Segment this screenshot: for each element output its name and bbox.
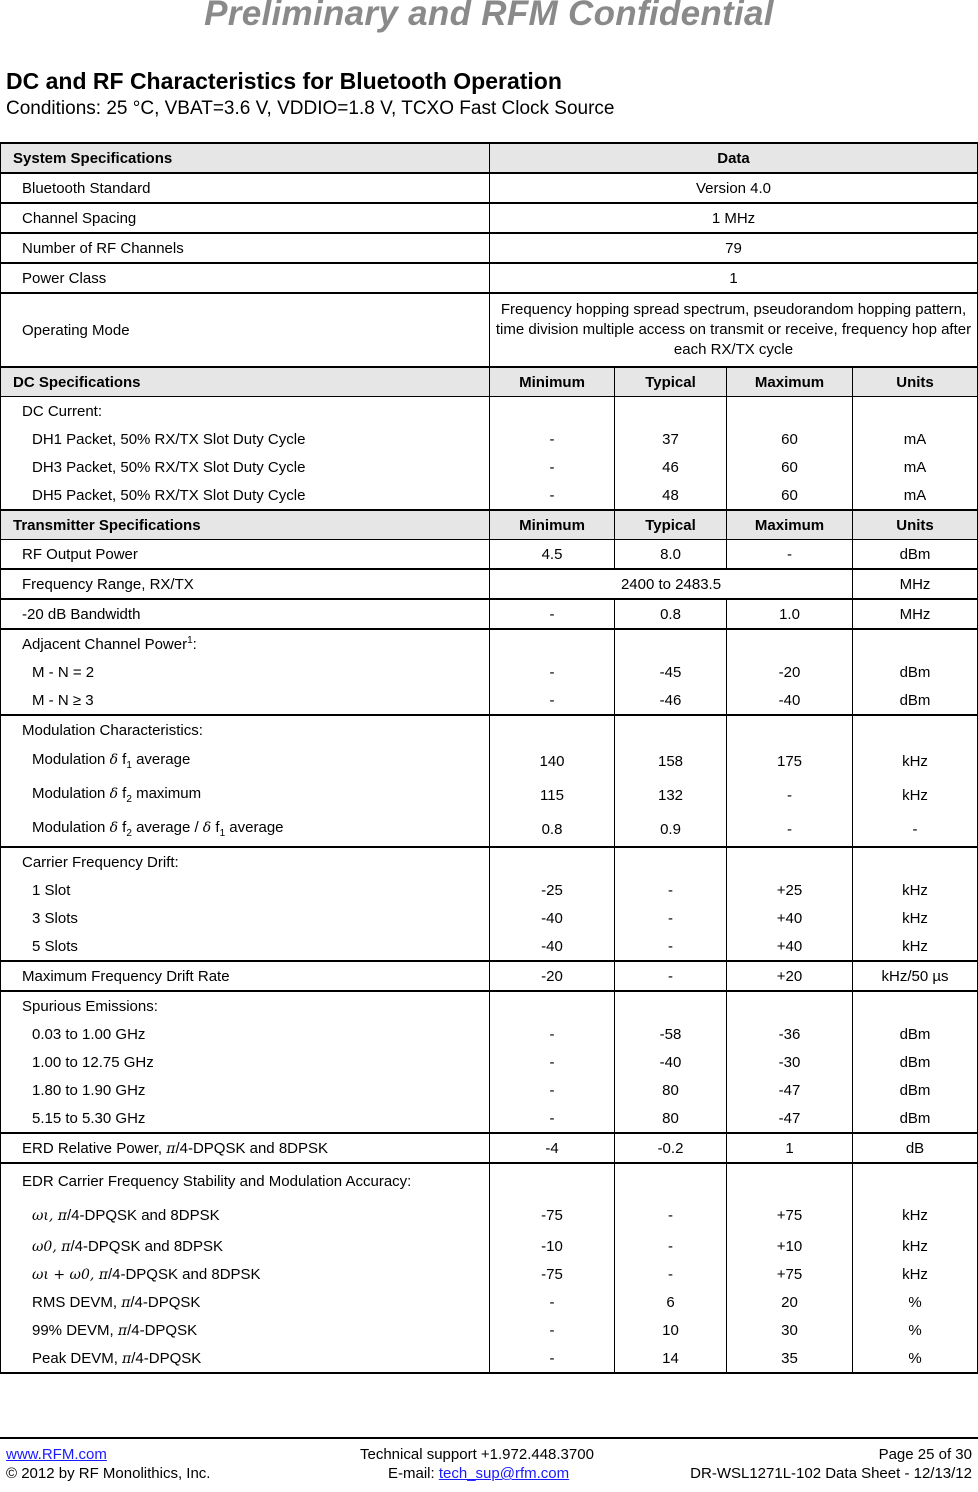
min-cell: -75	[490, 1260, 615, 1288]
unit-cell: dBm	[853, 1048, 978, 1076]
typ-cell: 0.8	[615, 599, 727, 629]
typ-cell: -0.2	[615, 1133, 727, 1163]
value-cell: 1 MHz	[490, 203, 978, 233]
max-cell: +40	[727, 932, 853, 961]
label-text: ERD Relative Power,	[22, 1139, 167, 1157]
typ-cell: -	[615, 1232, 727, 1260]
param-cell: Power Class	[1, 263, 490, 293]
label-text: /4-DPQSK and 8DPSK	[175, 1139, 329, 1157]
max-cell: 175	[727, 744, 853, 778]
header-cell: Transmitter Specifications	[1, 510, 490, 540]
label-text: /4-DPQSK	[130, 1293, 201, 1311]
min-cell: -	[490, 599, 615, 629]
typ-cell: -40	[615, 1048, 727, 1076]
typ-cell: 132	[615, 778, 727, 812]
typ-cell: -45	[615, 658, 727, 686]
param-cell: 0.03 to 1.00 GHz	[1, 1020, 490, 1048]
value-cell: 79	[490, 233, 978, 263]
header-cell: System Specifications	[1, 143, 490, 173]
unit-cell: kHz	[853, 778, 978, 812]
omega-symbol: ω0, π	[32, 1238, 71, 1255]
omega-symbol: ωι, π	[32, 1207, 68, 1224]
max-cell: 1	[727, 1133, 853, 1163]
typ-cell: 8.0	[615, 540, 727, 570]
dc-spec-header	[1, 367, 978, 397]
table-row	[1, 397, 978, 426]
value-cell: 1	[490, 263, 978, 293]
subscript: 1	[219, 828, 226, 839]
label-text: Peak DEVM,	[32, 1349, 123, 1367]
min-cell: 0.8	[490, 812, 615, 847]
param-cell	[1, 1198, 490, 1232]
typ-cell: 6	[615, 1288, 727, 1316]
param-cell	[1, 778, 490, 812]
param-cell: 1 Slot	[1, 876, 490, 904]
table-row	[1, 1133, 978, 1163]
pi-symbol: π	[122, 1350, 132, 1367]
param-cell: 1.00 to 12.75 GHz	[1, 1048, 490, 1076]
table-row	[1, 629, 978, 658]
param-cell: Channel Spacing	[1, 203, 490, 233]
typ-cell: 14	[615, 1344, 727, 1373]
unit-cell: -	[853, 812, 978, 847]
param-cell: 1.80 to 1.90 GHz	[1, 1076, 490, 1104]
typ-cell: 10	[615, 1316, 727, 1344]
param-cell	[1, 812, 490, 847]
max-cell: -36	[727, 1020, 853, 1048]
typ-cell: -58	[615, 1020, 727, 1048]
min-cell: -	[490, 425, 615, 453]
unit-cell: kHz	[853, 1198, 978, 1232]
label-text: f	[118, 819, 127, 836]
param-cell	[1, 1288, 490, 1316]
table-row	[1, 173, 978, 203]
table-row	[1, 991, 978, 1020]
delta-symbol: δ	[202, 820, 212, 836]
unit-cell: %	[853, 1316, 978, 1344]
max-cell: 60	[727, 453, 853, 481]
header-cell: Units	[853, 510, 978, 540]
table-row	[1, 847, 978, 876]
delta-symbol: δ	[109, 752, 118, 768]
param-cell: Number of RF Channels	[1, 233, 490, 263]
unit-cell: mA	[853, 481, 978, 510]
typ-cell: -	[615, 932, 727, 961]
header-cell: Maximum	[727, 367, 853, 397]
header-cell: Minimum	[490, 367, 615, 397]
table-row	[1, 1020, 978, 1048]
param-cell: Operating Mode	[1, 293, 490, 367]
header-cell: DC Specifications	[1, 367, 490, 397]
header-cell: Data	[490, 143, 978, 173]
table-row	[1, 1104, 978, 1133]
param-cell: Maximum Frequency Drift Rate	[1, 961, 490, 991]
min-cell: -	[490, 658, 615, 686]
max-cell: -	[727, 778, 853, 812]
max-cell: -30	[727, 1048, 853, 1076]
max-cell: +75	[727, 1198, 853, 1232]
footer-doc-id: DR-WSL1271L-102 Data Sheet - 12/13/12	[690, 1465, 972, 1482]
table-row	[1, 715, 978, 744]
typ-cell: 48	[615, 481, 727, 510]
header-cell: Maximum	[727, 510, 853, 540]
group-label	[1, 629, 490, 658]
min-cell: -	[490, 1048, 615, 1076]
subscript: 2	[126, 828, 132, 839]
section-title: DC and RF Characteristics for Bluetooth Operation	[6, 68, 562, 94]
table-row	[1, 233, 978, 263]
typ-cell: 80	[615, 1104, 727, 1133]
param-cell: Bluetooth Standard	[1, 173, 490, 203]
subscript: 1	[126, 760, 132, 771]
group-label: Carrier Frequency Drift:	[1, 847, 490, 876]
unit-cell: kHz	[853, 876, 978, 904]
min-cell: -	[490, 453, 615, 481]
table-row	[1, 778, 978, 812]
max-cell: -40	[727, 686, 853, 715]
unit-cell: dBm	[853, 1076, 978, 1104]
table-row	[1, 1048, 978, 1076]
label-text: average	[131, 751, 191, 768]
header-cell: Typical	[615, 367, 727, 397]
param-cell	[1, 1260, 490, 1288]
system-spec-header	[1, 143, 978, 173]
table-row	[1, 481, 978, 510]
table-row	[1, 1344, 978, 1373]
min-cell: -	[490, 686, 615, 715]
min-cell: -	[490, 1344, 615, 1373]
max-cell: 30	[727, 1316, 853, 1344]
email-prefix: E-mail:	[388, 1465, 439, 1482]
table-row	[1, 744, 978, 778]
min-cell: 140	[490, 744, 615, 778]
footer-page-number: Page 25 of 30	[878, 1446, 972, 1463]
unit-cell: dBm	[853, 1104, 978, 1133]
table-row	[1, 293, 978, 367]
test-conditions: Conditions: 25 °C, VBAT=3.6 V, VDDIO=1.8 V, TCXO Fast Clock Source	[6, 98, 615, 119]
footer-support: Technical support +1.972.448.3700	[360, 1446, 594, 1463]
typ-cell: -	[615, 1198, 727, 1232]
table-row	[1, 1316, 978, 1344]
param-cell	[1, 744, 490, 778]
spec-table	[0, 142, 978, 1374]
table-row	[1, 1260, 978, 1288]
unit-cell: dBm	[853, 686, 978, 715]
max-cell: +75	[727, 1260, 853, 1288]
acp-label: Adjacent Channel Power	[22, 636, 188, 653]
min-cell: -	[490, 1104, 615, 1133]
pi-symbol: π	[121, 1294, 131, 1311]
table-row	[1, 904, 978, 932]
table-row	[1, 812, 978, 847]
value-cell: Frequency hopping spread spectrum, pseudorandom hopping pattern, time division multiple access on transmit or receive, frequency hop after each RX/TX cycle	[490, 293, 978, 367]
max-cell: -	[727, 812, 853, 847]
footer-copyright: © 2012 by RF Monolithics, Inc.	[6, 1465, 211, 1482]
pi-symbol: π	[166, 1140, 176, 1157]
tx-spec-header	[1, 510, 978, 540]
table-row	[1, 569, 978, 599]
label-text: /4-DPQSK and 8DPSK	[70, 1237, 224, 1255]
min-cell: -	[490, 1288, 615, 1316]
max-cell: 60	[727, 425, 853, 453]
min-cell: -4	[490, 1133, 615, 1163]
unit-cell: MHz	[853, 569, 978, 599]
group-label: Spurious Emissions:	[1, 991, 490, 1020]
label-text: /4-DPQSK	[131, 1349, 202, 1367]
param-cell: M - N = 2	[1, 658, 490, 686]
max-cell: +25	[727, 876, 853, 904]
header-cell: Units	[853, 367, 978, 397]
min-cell: -20	[490, 961, 615, 991]
unit-cell: mA	[853, 425, 978, 453]
label-text: f	[211, 819, 220, 836]
table-row	[1, 599, 978, 629]
table-row	[1, 961, 978, 991]
unit-cell: dBm	[853, 1020, 978, 1048]
param-cell: DH1 Packet, 50% RX/TX Slot Duty Cycle	[1, 425, 490, 453]
param-cell: DH5 Packet, 50% RX/TX Slot Duty Cycle	[1, 481, 490, 510]
header-cell: Minimum	[490, 510, 615, 540]
label-text: average	[225, 819, 284, 836]
min-cell: -	[490, 1020, 615, 1048]
max-cell: 1.0	[727, 599, 853, 629]
unit-cell: kHz	[853, 904, 978, 932]
param-cell: 5.15 to 5.30 GHz	[1, 1104, 490, 1133]
label-text: /4-DPQSK and 8DPSK	[107, 1265, 261, 1283]
delta-symbol: δ	[109, 820, 118, 836]
min-cell: -40	[490, 932, 615, 961]
min-cell: 115	[490, 778, 615, 812]
table-row	[1, 876, 978, 904]
max-cell: -47	[727, 1076, 853, 1104]
unit-cell: dB	[853, 1133, 978, 1163]
max-cell: +40	[727, 904, 853, 932]
label-text: f	[118, 785, 127, 802]
label-text: /4-DPQSK	[127, 1321, 198, 1339]
table-row	[1, 1198, 978, 1232]
param-cell: 3 Slots	[1, 904, 490, 932]
unit-cell: kHz	[853, 932, 978, 961]
delta-symbol: δ	[109, 786, 118, 802]
confidential-banner: Preliminary and RFM Confidential	[204, 0, 774, 33]
unit-cell: dBm	[853, 658, 978, 686]
min-cell: -40	[490, 904, 615, 932]
max-cell: -20	[727, 658, 853, 686]
table-row	[1, 263, 978, 293]
typ-cell: -	[615, 876, 727, 904]
footer-website[interactable]	[6, 1446, 107, 1463]
table-row	[1, 932, 978, 961]
param-cell	[1, 1232, 490, 1260]
omega-symbol: ωι + ω0, π	[32, 1266, 108, 1283]
unit-cell: mA	[853, 453, 978, 481]
label-text: Modulation	[32, 751, 110, 768]
label-text: 99% DEVM,	[32, 1321, 118, 1339]
table-row	[1, 453, 978, 481]
typ-cell: 80	[615, 1076, 727, 1104]
param-cell	[1, 1133, 490, 1163]
range-cell: 2400 to 2483.5	[490, 569, 853, 599]
header-cell: Typical	[615, 510, 727, 540]
min-cell: -	[490, 481, 615, 510]
group-label: DC Current:	[1, 397, 490, 426]
typ-cell: -	[615, 904, 727, 932]
pi-symbol: π	[117, 1322, 128, 1339]
min-cell: -10	[490, 1232, 615, 1260]
unit-cell: kHz	[853, 1232, 978, 1260]
typ-cell: 158	[615, 744, 727, 778]
table-row	[1, 686, 978, 715]
typ-cell: 0.9	[615, 812, 727, 847]
group-label: Modulation Characteristics:	[1, 715, 490, 744]
unit-cell: kHz	[853, 744, 978, 778]
typ-cell: 37	[615, 425, 727, 453]
max-cell: -47	[727, 1104, 853, 1133]
min-cell: -25	[490, 876, 615, 904]
max-cell: +10	[727, 1232, 853, 1260]
min-cell: -	[490, 1076, 615, 1104]
param-cell	[1, 1316, 490, 1344]
param-cell: Frequency Range, RX/TX	[1, 569, 490, 599]
unit-cell: dBm	[853, 540, 978, 570]
max-cell: 35	[727, 1344, 853, 1373]
email-link[interactable]: tech_sup@rfm.com	[438, 1465, 570, 1482]
param-cell: -20 dB Bandwidth	[1, 599, 490, 629]
typ-cell: -	[615, 961, 727, 991]
label-text: f	[118, 751, 127, 768]
param-cell: M - N ≥ 3	[1, 686, 490, 715]
label-text: Modulation	[32, 785, 110, 802]
subscript: 2	[126, 794, 132, 805]
max-cell: 60	[727, 481, 853, 510]
table-row	[1, 658, 978, 686]
footer-divider	[0, 1437, 978, 1439]
param-cell	[1, 1344, 490, 1373]
table-row	[1, 540, 978, 570]
label-text: average /	[131, 819, 203, 836]
footnote-ref: 1	[187, 635, 193, 646]
website-link[interactable]: www.RFM.com	[6, 1446, 107, 1463]
table-row	[1, 425, 978, 453]
typ-cell: 46	[615, 453, 727, 481]
table-row	[1, 1163, 978, 1198]
table-row	[1, 1232, 978, 1260]
min-cell: 4.5	[490, 540, 615, 570]
typ-cell: -	[615, 1260, 727, 1288]
unit-cell: %	[853, 1344, 978, 1373]
unit-cell: kHz/50 µs	[853, 961, 978, 991]
colon: :	[192, 636, 197, 653]
min-cell: -75	[490, 1198, 615, 1232]
param-cell: RF Output Power	[1, 540, 490, 570]
label-text: /4-DPQSK and 8DPSK	[67, 1206, 220, 1224]
max-cell: 20	[727, 1288, 853, 1316]
table-row	[1, 203, 978, 233]
label-text: RMS DEVM,	[32, 1293, 122, 1311]
table-row	[1, 1076, 978, 1104]
unit-cell: MHz	[853, 599, 978, 629]
label-text: Modulation	[32, 819, 110, 836]
min-cell: -	[490, 1316, 615, 1344]
label-text: maximum	[131, 785, 202, 802]
typ-cell: -46	[615, 686, 727, 715]
footer-email	[388, 1465, 569, 1482]
param-cell: 5 Slots	[1, 932, 490, 961]
table-row	[1, 1288, 978, 1316]
unit-cell: %	[853, 1288, 978, 1316]
value-cell: Version 4.0	[490, 173, 978, 203]
param-cell: DH3 Packet, 50% RX/TX Slot Duty Cycle	[1, 453, 490, 481]
unit-cell: kHz	[853, 1260, 978, 1288]
max-cell: +20	[727, 961, 853, 991]
group-label: EDR Carrier Frequency Stability and Modulation Accuracy:	[1, 1163, 490, 1198]
max-cell: -	[727, 540, 853, 570]
